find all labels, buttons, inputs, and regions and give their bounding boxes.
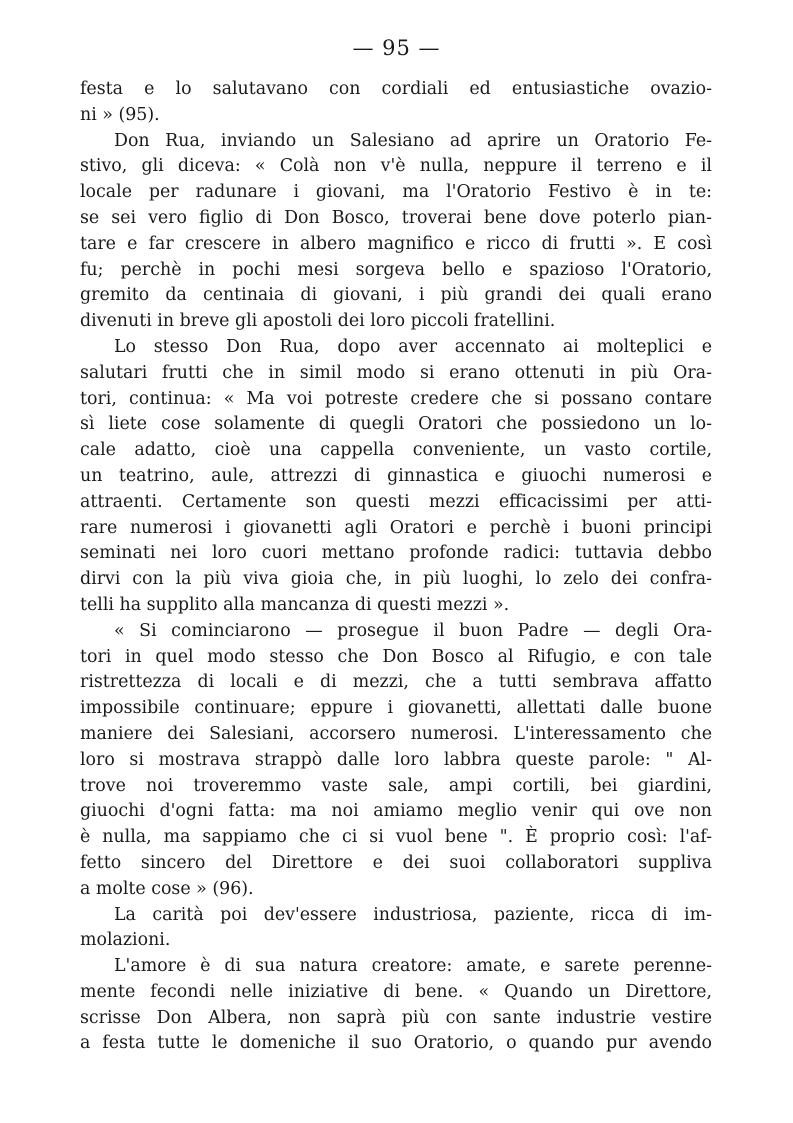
text-line: locale per radunare i giovani, ma l'Oratorio Festivo è in te: [80,182,712,203]
text-line: giuochi d'ogni fatta: ma noi amiamo meglio venir qui ove non [80,801,712,822]
page-number: — 95 — [352,36,441,60]
text-line: « Si cominciarono — prosegue il buon Padre — degli Ora- [114,620,712,641]
text-line: attraenti. Certamente son questi mezzi efficacissimi per atti- [80,491,712,512]
page-body-text [80,77,712,1057]
text-line: maniere dei Salesiani, accorsero numerosi. L'interessamento che [80,723,712,744]
text-line: scrisse Don Albera, non saprà più con sante industrie vestire [80,1007,712,1028]
text-line: se sei vero figlio di Don Bosco, troverai bene dove poterlo pian- [80,207,712,228]
text-line: loro si mostrava strappò dalle loro labbra queste parole: " Al- [80,749,712,770]
text-line: molazioni. [80,930,171,951]
text-line: telli ha supplito alla mancanza di questi mezzi ». [80,594,510,615]
text-line: trove noi troveremmo vaste sale, ampi cortili, bei giardini, [80,775,712,796]
text-line: sì liete cose solamente di quegli Oratori che possiedono un lo- [80,414,712,435]
text-line: Don Rua, inviando un Salesiano ad aprire un Oratorio Fe- [114,130,712,151]
text-line: tare e far crescere in albero magnifico e ricco di frutti ». E così [80,233,712,254]
text-line: Lo stesso Don Rua, dopo aver accennato ai molteplici e [114,336,712,357]
text-line: fetto sincero del Direttore e dei suoi collaboratori suppliva [80,852,712,873]
text-line: festa e lo salutavano con cordiali ed entusiastiche ovazio- [80,79,712,99]
text-line: tori, continua: « Ma voi potreste credere che si possano contare [80,388,712,409]
text-line: a festa tutte le domeniche il suo Oratorio, o quando pur avendo [80,1033,712,1054]
text-line: ni » (95). [80,104,160,125]
text-line: a molte cose » (96). [80,878,254,899]
text-line: è nulla, ma sappiamo che ci si vuol bene ". È proprio così: l'af- [80,827,712,848]
text-line: fu; perchè in pochi mesi sorgeva bello e spazioso l'Oratorio, [80,259,712,280]
text-line: cale adatto, cioè una cappella conveniente, un vasto cortile, [80,440,712,461]
text-line: salutari frutti che in simil modo si erano ottenuti in più Ora- [80,362,712,383]
text-line: rare numerosi i giovanetti agli Oratori e perchè i buoni principi [80,517,712,538]
text-line: divenuti in breve gli apostoli dei loro piccoli fratellini. [80,311,556,332]
text-line: stivo, gli diceva: « Colà non v'è nulla, neppure il terreno e il [80,156,712,177]
text-line: La carità poi dev'essere industriosa, paziente, ricca di im- [114,904,712,925]
text-line: un teatrino, aule, attrezzi di ginnastica e giuochi numerosi e [80,465,712,486]
text-line: dirvi con la più viva gioia che, in più luoghi, lo zelo dei confra- [80,569,712,590]
text-line: gremito da centinaia di giovani, i più grandi dei quali erano [80,285,712,306]
text-line: mente fecondi nelle iniziative di bene. « Quando un Direttore, [80,981,712,1002]
text-line: impossibile continuare; eppure i giovanetti, allettati dalle buone [80,698,712,719]
text-line: seminati nei loro cuori mettano profonde radici: tuttavia debbo [80,543,712,564]
text-line: L'amore è di sua natura creatore: amate, e sarete perenne- [114,956,712,977]
text-line: ristrettezza di locali e di mezzi, che a tutti sembrava affatto [80,672,712,693]
text-line: tori in quel modo stesso che Don Bosco al Rifugio, e con tale [80,646,712,667]
